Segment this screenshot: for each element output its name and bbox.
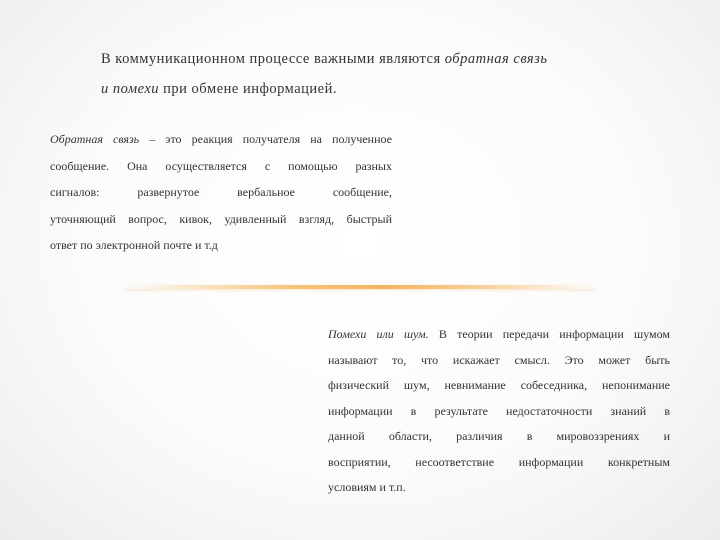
noise-line: информации в результате недостаточности знаний в	[328, 403, 670, 418]
noise-line: Помехи или шум. В теории передачи информации шумом	[328, 327, 670, 341]
feedback-term: Обратная связь	[50, 132, 140, 146]
title-term-feedback: обратная связь	[444, 51, 548, 67]
feedback-line: уточняющий вопрос, кивок, удивленный взгляд, быстрый	[50, 211, 392, 226]
feedback-definition	[50, 126, 392, 259]
noise-line: физический шум, невнимание собеседника, непонимание	[328, 378, 670, 392]
noise-term: Помехи или шум.	[328, 327, 429, 341]
feedback-line: ответ по электронной почте и т.д	[50, 238, 218, 252]
slide-title	[101, 44, 601, 104]
feedback-line: сигналов: развернутое вербальное сообщение,	[50, 185, 392, 199]
title-line-2	[101, 74, 601, 104]
title-term-noise: и помехи	[101, 81, 160, 97]
title-text: при обмене информацией.	[159, 81, 338, 97]
divider-line	[125, 285, 595, 289]
title-text: В коммуникационном процессе важными являются	[101, 51, 445, 67]
noise-line: восприятии, несоответствие информации конкретным	[328, 454, 670, 469]
noise-line: условиям и т.п.	[328, 480, 406, 494]
noise-line: данной области, различия в мировоззрениях и	[328, 429, 670, 443]
feedback-line: сообщение. Она осуществляется с помощью разных	[50, 158, 392, 173]
feedback-line: Обратная связь – это реакция получателя на полученное	[50, 132, 392, 146]
title-line-1	[101, 44, 601, 74]
noise-line: называют то, что искажает смысл. Это может быть	[328, 352, 670, 367]
noise-definition	[328, 322, 670, 501]
